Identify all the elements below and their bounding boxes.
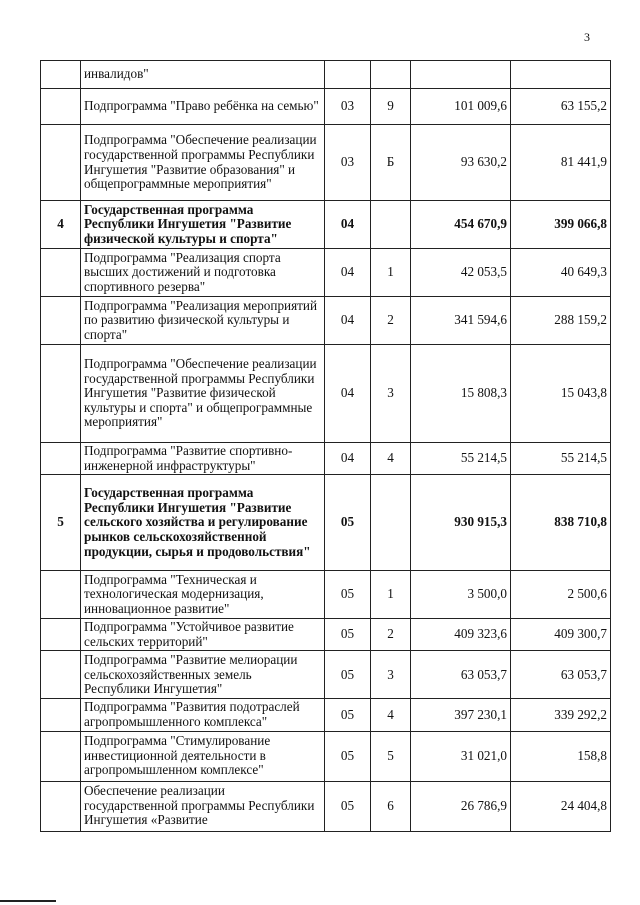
row-number [41, 345, 81, 443]
page-number: 3 [584, 30, 590, 44]
amount-planned: 93 630,2 [411, 125, 511, 201]
amount-planned: 341 594,6 [411, 297, 511, 345]
table-row [41, 619, 611, 651]
subprogram-code: 4 [371, 443, 411, 475]
amount-actual: 399 066,8 [511, 201, 611, 249]
program-name: Подпрограмма "Устойчивое развитие сельских территорий" [81, 619, 325, 651]
program-name: Государственная программа Республики Ингушетия "Развитие сельского хозяйства и регулирование рынков сельскохозяйственной продукции, сырья и продовольствия" [81, 475, 325, 571]
subprogram-code: 3 [371, 651, 411, 699]
program-code: 05 [325, 699, 371, 731]
subprogram-code: 5 [371, 731, 411, 781]
program-code: 04 [325, 297, 371, 345]
program-code: 03 [325, 125, 371, 201]
table-row [41, 443, 611, 475]
table-row [41, 89, 611, 125]
program-code: 05 [325, 731, 371, 781]
amount-actual: 838 710,8 [511, 475, 611, 571]
row-number [41, 61, 81, 89]
program-code: 03 [325, 89, 371, 125]
program-name: Государственная программа Республики Ингушетия "Развитие физической культуры и спорта" [81, 201, 325, 249]
amount-actual: 339 292,2 [511, 699, 611, 731]
program-code [325, 61, 371, 89]
amount-actual: 63 155,2 [511, 89, 611, 125]
amount-planned: 3 500,0 [411, 571, 511, 619]
row-number [41, 651, 81, 699]
program-code: 05 [325, 651, 371, 699]
program-name: Подпрограмма "Реализация мероприятий по развитию физической культуры и спорта" [81, 297, 325, 345]
amount-actual: 81 441,9 [511, 125, 611, 201]
amount-planned: 55 214,5 [411, 443, 511, 475]
row-number [41, 249, 81, 297]
amount-actual: 24 404,8 [511, 781, 611, 831]
subprogram-code: 2 [371, 297, 411, 345]
table-row [41, 249, 611, 297]
program-name: Подпрограмма "Развитие мелиорации сельскохозяйственных земель Республики Ингушетия" [81, 651, 325, 699]
amount-planned: 454 670,9 [411, 201, 511, 249]
row-number [41, 571, 81, 619]
program-name: Подпрограмма "Развитие спортивно-инженерной инфраструктуры" [81, 443, 325, 475]
budget-table [40, 60, 611, 832]
row-number [41, 731, 81, 781]
amount-actual [511, 61, 611, 89]
row-number: 4 [41, 201, 81, 249]
amount-planned: 42 053,5 [411, 249, 511, 297]
subprogram-code: 3 [371, 345, 411, 443]
program-code: 04 [325, 443, 371, 475]
subprogram-code: 9 [371, 89, 411, 125]
program-code: 05 [325, 571, 371, 619]
table-row [41, 61, 611, 89]
table-row [41, 781, 611, 831]
table-row [41, 651, 611, 699]
amount-actual: 158,8 [511, 731, 611, 781]
program-code: 05 [325, 781, 371, 831]
program-name: Подпрограмма "Развития подотраслей агропромышленного комплекса" [81, 699, 325, 731]
row-number [41, 443, 81, 475]
amount-planned: 930 915,3 [411, 475, 511, 571]
table-row [41, 699, 611, 731]
subprogram-code: 2 [371, 619, 411, 651]
program-name: Подпрограмма "Техническая и технологическая модернизация, инновационное развитие" [81, 571, 325, 619]
program-row [41, 475, 611, 571]
table-row [41, 731, 611, 781]
amount-actual: 15 043,8 [511, 345, 611, 443]
amount-actual: 55 214,5 [511, 443, 611, 475]
subprogram-code: 1 [371, 571, 411, 619]
amount-planned: 63 053,7 [411, 651, 511, 699]
scan-mark [0, 900, 56, 902]
amount-actual: 288 159,2 [511, 297, 611, 345]
amount-planned: 101 009,6 [411, 89, 511, 125]
subprogram-code [371, 475, 411, 571]
budget-table-body [41, 61, 611, 832]
row-number [41, 781, 81, 831]
amount-actual: 2 500,6 [511, 571, 611, 619]
program-name: Подпрограмма "Право ребёнка на семью" [81, 89, 325, 125]
program-name: инвалидов" [81, 61, 325, 89]
subprogram-code [371, 61, 411, 89]
row-number: 5 [41, 475, 81, 571]
amount-actual: 40 649,3 [511, 249, 611, 297]
program-name: Обеспечение реализации государственной программы Республики Ингушетия «Развитие [81, 781, 325, 831]
subprogram-code: 4 [371, 699, 411, 731]
amount-planned: 31 021,0 [411, 731, 511, 781]
amount-actual: 63 053,7 [511, 651, 611, 699]
row-number [41, 619, 81, 651]
subprogram-code: 6 [371, 781, 411, 831]
amount-planned: 409 323,6 [411, 619, 511, 651]
program-code: 05 [325, 475, 371, 571]
table-row [41, 125, 611, 201]
row-number [41, 699, 81, 731]
subprogram-code [371, 201, 411, 249]
program-row [41, 201, 611, 249]
amount-actual: 409 300,7 [511, 619, 611, 651]
amount-planned: 26 786,9 [411, 781, 511, 831]
program-name: Подпрограмма "Обеспечение реализации государственной программы Республики Ингушетия "Развитие физической культуры и спорта" и общепрограммные мероприятия" [81, 345, 325, 443]
row-number [41, 89, 81, 125]
program-code: 05 [325, 619, 371, 651]
program-name: Подпрограмма "Реализация спорта высших достижений и подготовка спортивного резерва" [81, 249, 325, 297]
table-row [41, 345, 611, 443]
table-row [41, 297, 611, 345]
subprogram-code: Б [371, 125, 411, 201]
table-row [41, 571, 611, 619]
amount-planned: 15 808,3 [411, 345, 511, 443]
subprogram-code: 1 [371, 249, 411, 297]
program-code: 04 [325, 201, 371, 249]
row-number [41, 297, 81, 345]
amount-planned [411, 61, 511, 89]
amount-planned: 397 230,1 [411, 699, 511, 731]
program-name: Подпрограмма "Стимулирование инвестиционной деятельности в агропромышленном комплексе" [81, 731, 325, 781]
program-code: 04 [325, 345, 371, 443]
program-name: Подпрограмма "Обеспечение реализации государственной программы Республики Ингушетия "Развитие образования" и общепрограммные мероприятия" [81, 125, 325, 201]
row-number [41, 125, 81, 201]
program-code: 04 [325, 249, 371, 297]
